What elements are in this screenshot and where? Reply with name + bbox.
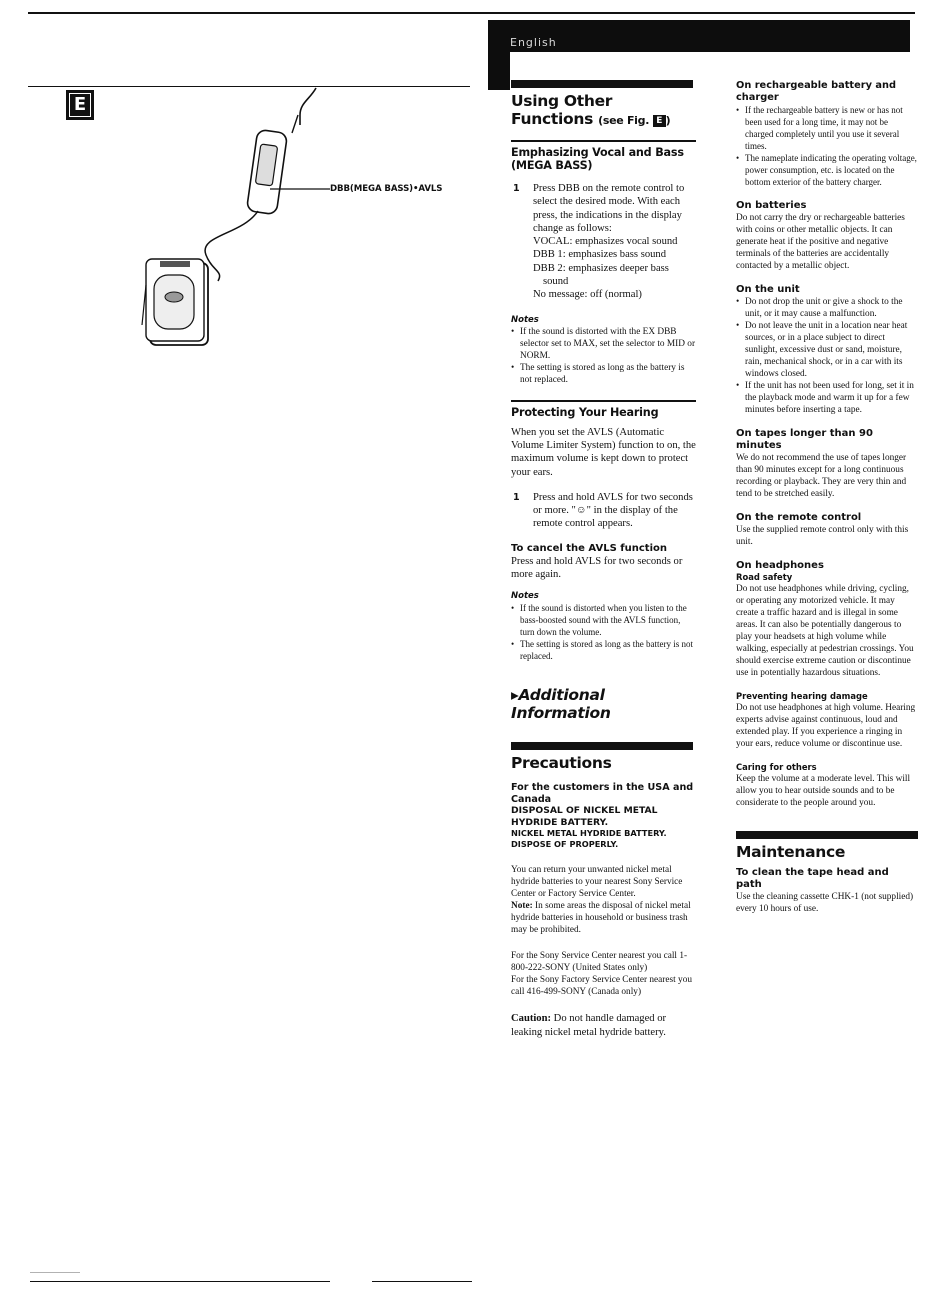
mega-bass-title: Emphasizing Vocal and Bass (MEGA BASS) <box>511 146 684 172</box>
scan-dots: . . . . . . . . . . . . . . . . . . . . . . . . . <box>30 1266 79 1275</box>
notes-title: Notes <box>511 314 539 325</box>
mode-item: No message: off (normal) <box>533 289 642 301</box>
hearing-step-text: Press and hold AVLS for two seconds or more. "☺" in the display of the remote control appears. <box>533 491 693 530</box>
top-rule <box>28 12 915 14</box>
maintenance-bar <box>736 831 918 839</box>
list-item: • Do not drop the unit or give a shock to the unit, or it may cause a malfunction. <box>736 296 918 320</box>
bottom-rule-right <box>372 1281 472 1282</box>
note-item: • If the sound is distorted with the EX DBB selector set to MAX, set the selector to MID or NORM. <box>511 326 696 362</box>
using-title: Using Other Functions (see Fig. E ) <box>511 92 671 128</box>
clean-text: Use the cleaning cassette CHK-1 (not supplied) every 10 hours of use. <box>736 892 914 914</box>
precautions-title: Precautions <box>511 754 612 773</box>
clean-title: To clean the tape head and path <box>736 867 889 890</box>
figure-ref-tag: E <box>653 115 666 127</box>
headphones-title: On headphones <box>736 560 824 571</box>
bottom-rule-left <box>30 1281 330 1282</box>
rechargeable-title: On rechargeable battery and charger <box>736 80 896 103</box>
hearing-title: Protecting Your Hearing <box>511 405 659 419</box>
using-section-bar <box>511 80 693 88</box>
road-safety-text: Do not use headphones while driving, cycling, or operating any motorized vehicle. It may create a traffic hazard and is illegal in some areas. It can also be potentially dangerous to play your headsets at high volume while walking, especially at pedestrian crossings. You should exercise extreme caution or discontinue use in potentially hazardous situations. <box>736 584 914 678</box>
step-number: 1 <box>513 183 520 194</box>
return-text: You can return your unwanted nickel metal hydride batteries to your nearest Sony Service Center or Factory Service Center. <box>511 865 683 900</box>
disposal-line-1: DISPOSAL OF NICKEL METAL HYDRIDE BATTERY. <box>511 805 658 828</box>
list-item: • If the unit has not been used for long, set it in the playback mode and warm it up for a few minutes before inserting a tape. <box>736 380 918 416</box>
list-item: • Do not leave the unit in a location near heat sources, or in a place subject to direct sunlight, excessive dust or sand, moisture, rain, mechanical shock, or in a car with its windows closed. <box>736 320 918 380</box>
unit-list <box>736 296 918 416</box>
customers-heading: For the customers in the USA and Canada <box>511 782 694 805</box>
caring-title: Caring for others <box>736 762 817 772</box>
mega-step-text: Press DBB on the remote control to select the desired mode. With each press, the indications in the display change as follows: <box>533 183 685 234</box>
hearing-step <box>511 491 696 531</box>
cancel-avls-text: Press and hold AVLS for two seconds or more again. <box>511 555 683 581</box>
precautions-bar <box>511 742 693 750</box>
caution-text: Caution: Do not handle damaged or leaking nickel metal hydride battery. <box>511 1013 667 1038</box>
tapes-title: On tapes longer than 90 minutes <box>736 428 873 451</box>
road-safety-title: Road safety <box>736 572 793 582</box>
note-item: • The setting is stored as long as the battery is not replaced. <box>511 362 696 386</box>
service-center-us: For the Sony Service Center nearest you call 1-800-222-SONY (United States only) <box>511 951 688 974</box>
step-number: 1 <box>513 491 520 503</box>
column-2 <box>511 92 696 1039</box>
remote-title: On the remote control <box>736 512 862 523</box>
figure-letter: E <box>73 94 87 115</box>
mega-rule <box>511 140 696 142</box>
language-label: English <box>510 36 557 49</box>
preventing-text: Do not use headphones at high volume. Hearing experts advise against continuous, loud and extended play. If you experience a ringing in your ears, reduce volume or discontinue use. <box>736 703 916 749</box>
column-3 <box>736 80 918 915</box>
notes-title: Notes <box>511 591 539 602</box>
preventing-title: Preventing hearing damage <box>736 691 868 701</box>
list-item: • If the rechargeable battery is new or has not been used for a long time, it may not be charged completely until you use it several times. <box>736 104 918 152</box>
figure-letter-box <box>66 90 94 120</box>
language-bar-tab <box>488 50 510 90</box>
hearing-rule <box>511 400 696 402</box>
mode-item: DBB 1: emphasizes bass sound <box>533 249 667 261</box>
cancel-avls-title: To cancel the AVLS function <box>511 542 667 554</box>
disposal-note: Note: In some areas the disposal of nickel metal hydride batteries in household or business trash may be prohibited. <box>511 901 691 936</box>
mega-notes <box>511 326 696 386</box>
batteries-text: Do not carry the dry or rechargeable batteries with coins or other metallic objects. It can generate heat if the positive and negative terminals of the batteries are accidentally contacted by a metallic object. <box>736 213 905 271</box>
mode-item: DBB 2: emphasizes deeper bass sound <box>533 262 669 288</box>
figure-callout-label: DBB(MEGA BASS)•AVLS <box>330 184 443 194</box>
batteries-title: On batteries <box>736 200 807 211</box>
note-item: • If the sound is distorted when you listen to the bass-boosted sound with the AVLS function, turn down the volume. <box>511 602 696 638</box>
disposal-line-3: DISPOSE OF PROPERLY. <box>511 839 619 850</box>
disposal-line-2: NICKEL METAL HYDRIDE BATTERY. <box>511 828 667 839</box>
service-center-canada: For the Sony Factory Service Center nearest you call 416-499-SONY (Canada only) <box>511 975 692 998</box>
additional-info-title: ▸Additional Information <box>511 686 611 723</box>
rechargeable-list <box>736 104 918 188</box>
figure-reference: (see Fig. E ) <box>598 114 671 127</box>
note-item: • The setting is stored as long as the battery is not replaced. <box>511 638 696 662</box>
mode-item: VOCAL: emphasizes vocal sound <box>533 236 678 248</box>
remote-text: Use the supplied remote control only with this unit. <box>736 525 909 547</box>
arrow-icon: ▸ <box>511 686 519 705</box>
language-bar <box>488 20 910 52</box>
list-item: • The nameplate indicating the operating voltage, power consumption, etc. is located on the bottom exterior of the battery charger. <box>736 152 918 188</box>
maintenance-title: Maintenance <box>736 843 846 861</box>
walkman-illustration <box>140 85 480 385</box>
tapes-text: We do not recommend the use of tapes longer than 90 minutes except for a long continuous recording or playback. They are very thin and tend to be stretched easily. <box>736 453 907 499</box>
caring-text: Keep the volume at a moderate level. This will allow you to hear outside sounds and to be considerate to the people around you. <box>736 774 911 808</box>
hearing-notes <box>511 602 696 662</box>
mega-step <box>511 182 696 302</box>
unit-title: On the unit <box>736 284 800 295</box>
hearing-intro: When you set the AVLS (Automatic Volume Limiter System) function to on, the maximum volume is kept down to protect your ears. <box>511 426 696 478</box>
